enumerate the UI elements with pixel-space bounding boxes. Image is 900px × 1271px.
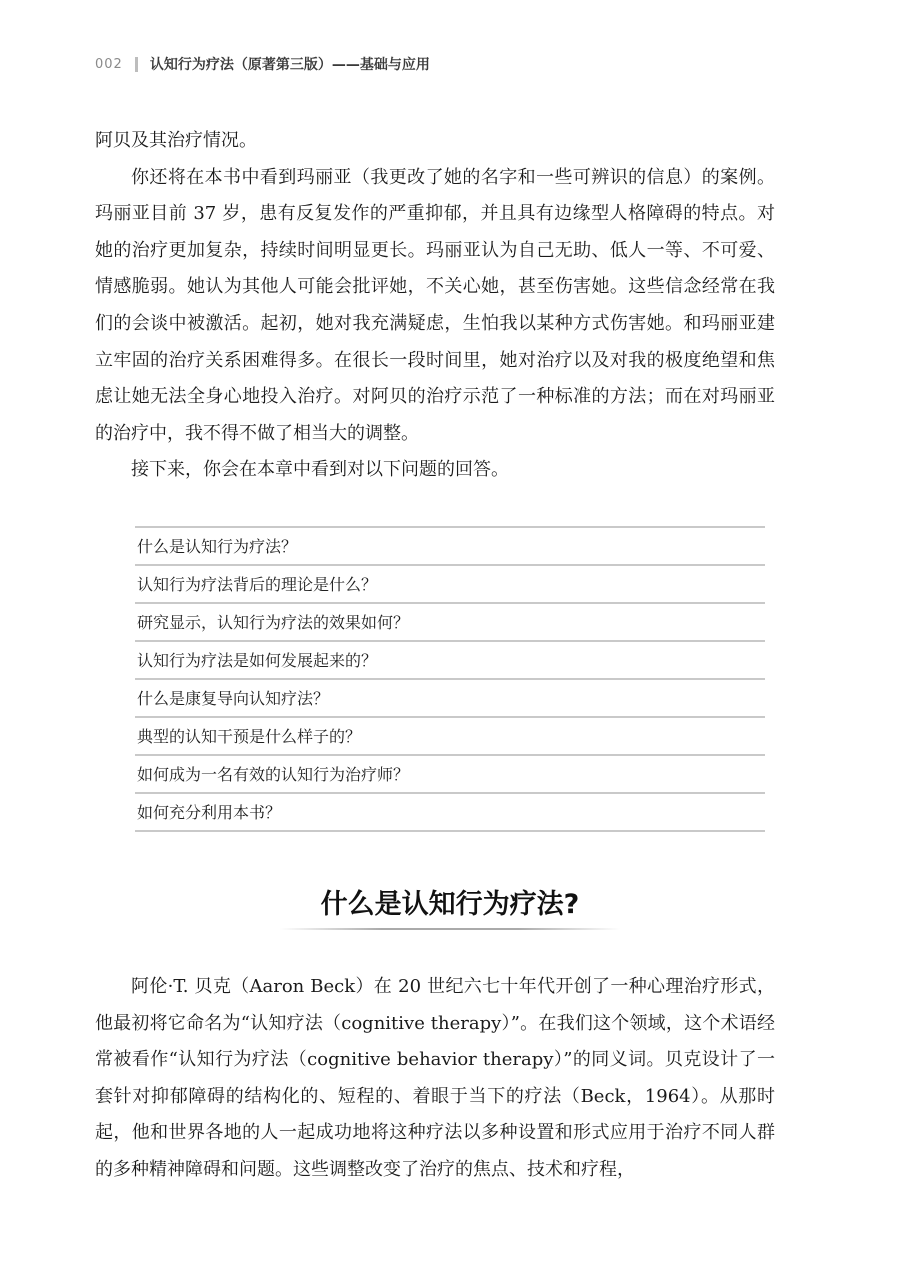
chapter-questions-list: [135, 526, 765, 832]
section-paragraph-1: 阿伦·T. 贝克（Aaron Beck）在 20 世纪六七十年代开创了一种心理治疗形式，他最初将它命名为“认知疗法（cognitive therapy）”。在我们这个领域，这个术语经常被看作“认知行为疗法（cognitive behavior therapy）”的同义词。贝克设计了一套针对抑郁障碍的结构化的、短程的、着眼于当下的疗法（Beck，1964）。从那时起，他和世界各地的人一起成功地将这种疗法以多种设置和形式应用于治疗不同人群的多种精神障碍和问题。这些调整改变了治疗的焦点、技术和疗程，: [95, 976, 775, 1180]
question-item: 认知行为疗法是如何发展起来的？: [135, 640, 765, 678]
intro-paragraph-1: 阿贝及其治疗情况。: [95, 130, 257, 151]
question-item: 认知行为疗法背后的理论是什么？: [135, 564, 765, 602]
question-item: 研究显示，认知行为疗法的效果如何？: [135, 602, 765, 640]
running-header: [95, 52, 430, 76]
heading-underline: [280, 928, 620, 930]
question-item: 如何充分利用本书？: [135, 792, 765, 832]
intro-paragraph-3: 接下来，你会在本章中看到对以下问题的回答。: [131, 459, 509, 481]
intro-paragraph-2: 你还将在本书中看到玛丽亚（我更改了她的名字和一些可辨识的信息）的案例。玛丽亚目前 37 岁，患有反复发作的严重抑郁，并且具有边缘型人格障碍的特点。对她的治疗更加复杂，持续时间明显更长。玛丽亚认为自己无助、低人一等、不可爱、情感脆弱。她认为其他人可能会批评她，不关心她，甚至伤害她。这些信念经常在我们的会谈中被激活。起初，她对我充满疑虑，生怕我以某种方式伤害她。和玛丽亚建立牢固的治疗关系困难得多。在很长一段时间里，她对治疗以及对我的极度绝望和焦虑让她无法全身心地投入治疗。对阿贝的治疗示范了一种标准的方法；而在对玛丽亚的治疗中，我不得不做了相当大的调整。: [95, 166, 775, 444]
question-item: 如何成为一名有效的认知行为治疗师？: [135, 754, 765, 792]
header-divider: [135, 57, 138, 72]
question-item: 什么是认知行为疗法？: [135, 526, 765, 564]
page-number: 002: [95, 56, 123, 72]
question-item: 什么是康复导向认知疗法？: [135, 678, 765, 716]
question-item: 典型的认知干预是什么样子的？: [135, 716, 765, 754]
section-heading: 什么是认知行为疗法?: [320, 889, 580, 920]
book-title: 认知行为疗法（原著第三版）——基础与应用: [149, 57, 430, 73]
intro-text-block: [95, 123, 775, 489]
section-text-block: [95, 969, 775, 1189]
